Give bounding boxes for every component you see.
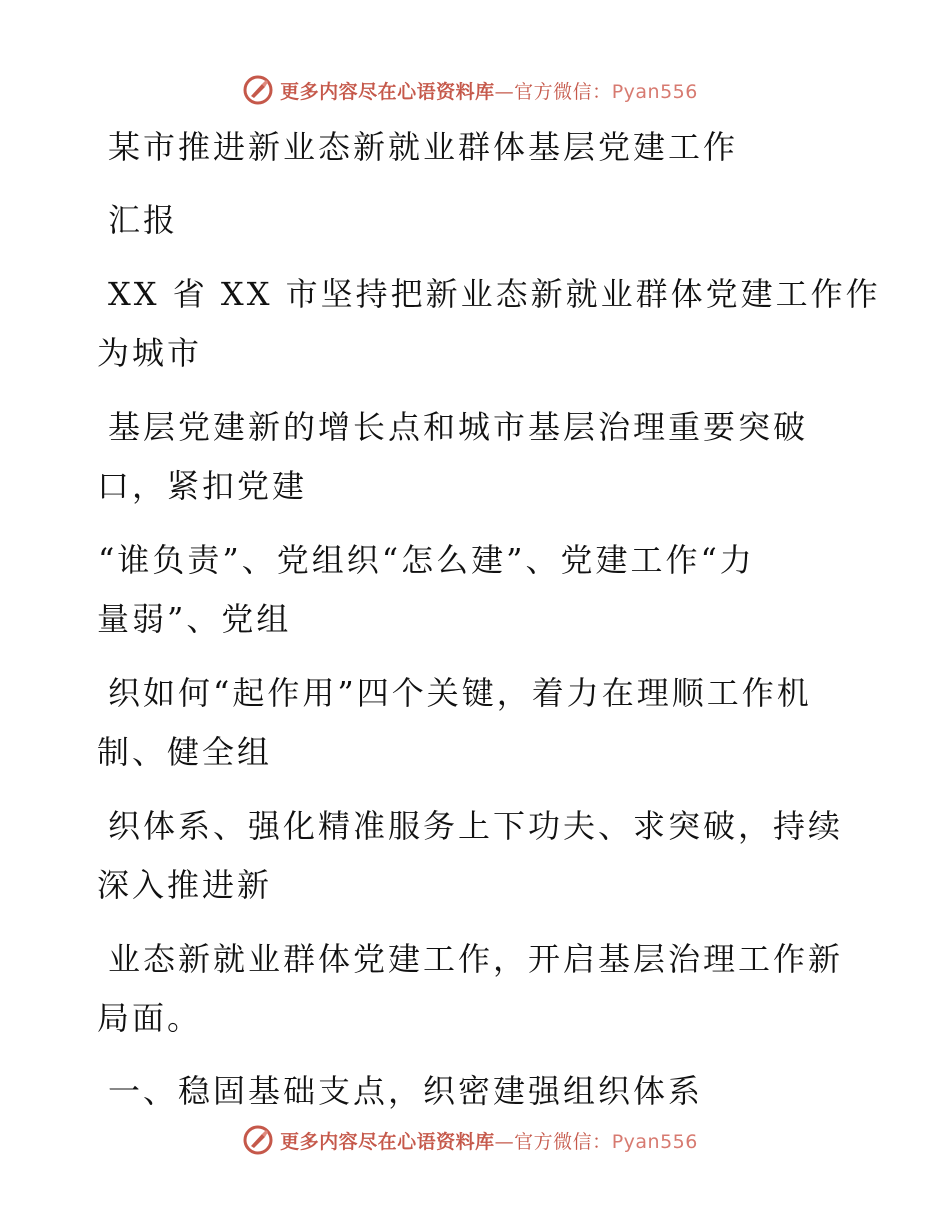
document-title-line-2: 汇报: [108, 201, 179, 239]
brand-logo-icon: [242, 74, 274, 106]
header-watermark: [0, 72, 950, 108]
watermark-text: [280, 1127, 698, 1154]
paragraph-line: 局面。: [97, 999, 203, 1037]
watermark-brand: 更多内容尽在心语资料库: [280, 1130, 495, 1153]
paragraph-line: 深入推进新: [97, 866, 273, 904]
watermark-official: 官方微信：: [514, 1130, 612, 1153]
footer-watermark: [0, 1122, 950, 1158]
paragraph-line: XX 省 XX 市坚持把新业态新就业群体党建工作作: [108, 275, 881, 313]
watermark-brand: 更多内容尽在心语资料库: [280, 80, 495, 103]
paragraph-line: 业态新就业群体党建工作，开启基层治理工作新: [108, 940, 844, 978]
paragraph-line: 为城市: [97, 334, 203, 372]
watermark-id: Pyan556: [611, 80, 698, 103]
paragraph-line: 基层党建新的增长点和城市基层治理重要突破: [108, 408, 809, 446]
section-heading: 一、稳固基础支点，织密建强组织体系: [108, 1072, 704, 1110]
paragraph-line: 织如何“起作用”四个关键，着力在理顺工作机: [108, 674, 812, 712]
watermark-content: [242, 1124, 698, 1156]
watermark-text: [280, 77, 698, 104]
paragraph-line: 织体系、强化精准服务上下功夫、求突破，持续: [108, 807, 844, 845]
document-title-line-1: 某市推进新业态新就业群体基层党建工作: [108, 128, 739, 166]
watermark-id: Pyan556: [611, 1130, 698, 1153]
paragraph-line: 口，紧扣党建: [97, 467, 308, 505]
paragraph-line: 量弱”、党组: [97, 600, 292, 638]
paragraph-line: 制、健全组: [97, 733, 273, 771]
watermark-content: [242, 74, 698, 106]
paragraph-line: “谁负责”、党组织“怎么建”、党建工作“力: [98, 541, 755, 579]
brand-logo-icon: [242, 1124, 274, 1156]
watermark-official: 官方微信：: [514, 80, 612, 103]
watermark-separator: —: [494, 80, 515, 103]
watermark-separator: —: [494, 1130, 515, 1153]
